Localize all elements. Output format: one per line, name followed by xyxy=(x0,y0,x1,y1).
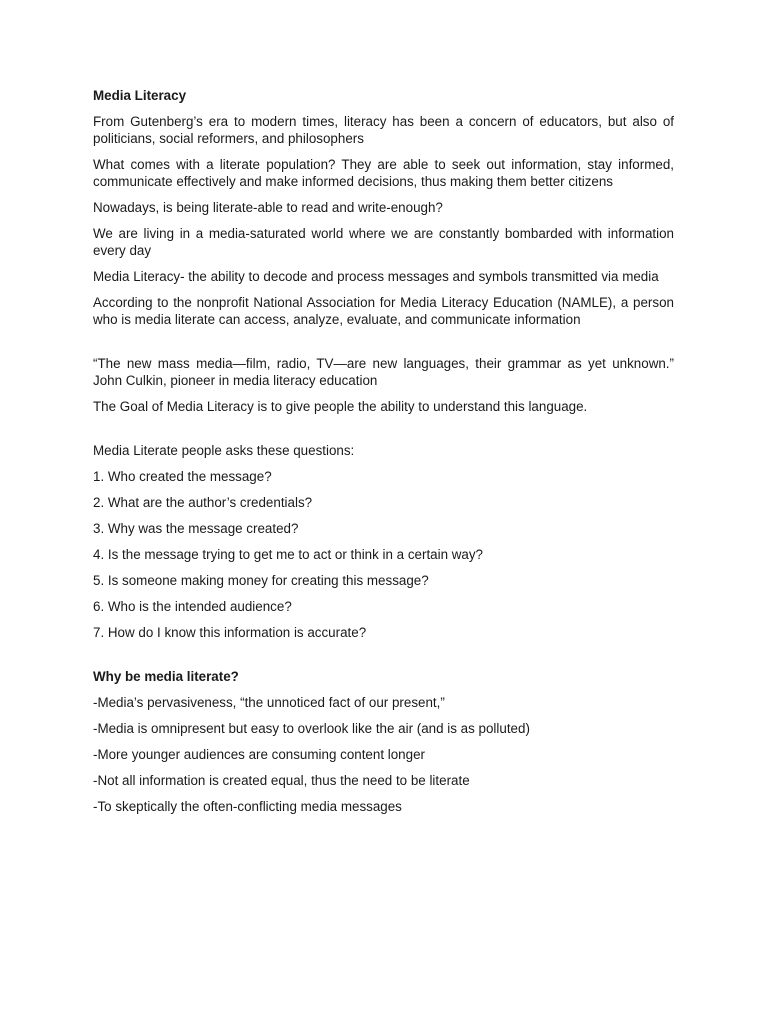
question-item: 2. What are the author’s credentials? xyxy=(93,495,313,510)
question-item: 6. Who is the intended audience? xyxy=(93,599,292,614)
reason-item: -Not all information is created equal, thus the need to be literate xyxy=(93,773,470,788)
paragraph: From Gutenberg’s era to modern times, literacy has been a concern of educators, but also of politicians, social reformers, and philosophers xyxy=(93,114,674,146)
goal-paragraph: The Goal of Media Literacy is to give people the ability to understand this language. xyxy=(93,399,588,414)
reason-item: -More younger audiences are consuming content longer xyxy=(93,747,425,762)
question-item: 5. Is someone making money for creating this message? xyxy=(93,573,429,588)
spacer xyxy=(93,337,674,355)
question-item: 3. Why was the message created? xyxy=(93,521,299,536)
document-title: Media Literacy xyxy=(93,88,187,103)
quote-paragraph: “The new mass media—film, radio, TV—are new languages, their grammar as yet unknown.” John Culkin, pioneer in media literacy education xyxy=(93,356,674,388)
question-item: 7. How do I know this information is accurate? xyxy=(93,625,367,640)
paragraph: Media Literacy- the ability to decode and process messages and symbols transmitted via media xyxy=(93,269,659,284)
document-body xyxy=(93,87,674,824)
paragraph: We are living in a media-saturated world where we are constantly bombarded with information every day xyxy=(93,226,674,258)
paragraph: What comes with a literate population? They are able to seek out information, stay informed, communicate effectively and make informed decisions, thus making them better citizens xyxy=(93,157,674,189)
reason-item: -Media’s pervasiveness, “the unnoticed fact of our present,” xyxy=(93,695,445,710)
spacer xyxy=(93,650,674,668)
questions-intro: Media Literate people asks these questions: xyxy=(93,443,355,458)
reason-item: -To skeptically the often-conflicting media messages xyxy=(93,799,402,814)
reason-item: -Media is omnipresent but easy to overlook like the air (and is as polluted) xyxy=(93,721,530,736)
section-heading: Why be media literate? xyxy=(93,669,239,684)
question-item: 4. Is the message trying to get me to act or think in a certain way? xyxy=(93,547,484,562)
spacer xyxy=(93,424,674,442)
paragraph: According to the nonprofit National Association for Media Literacy Education (NAMLE), a person who is media literate can access, analyze, evaluate, and communicate information xyxy=(93,295,674,327)
paragraph: Nowadays, is being literate-able to read and write-enough? xyxy=(93,200,443,215)
question-item: 1. Who created the message? xyxy=(93,469,272,484)
